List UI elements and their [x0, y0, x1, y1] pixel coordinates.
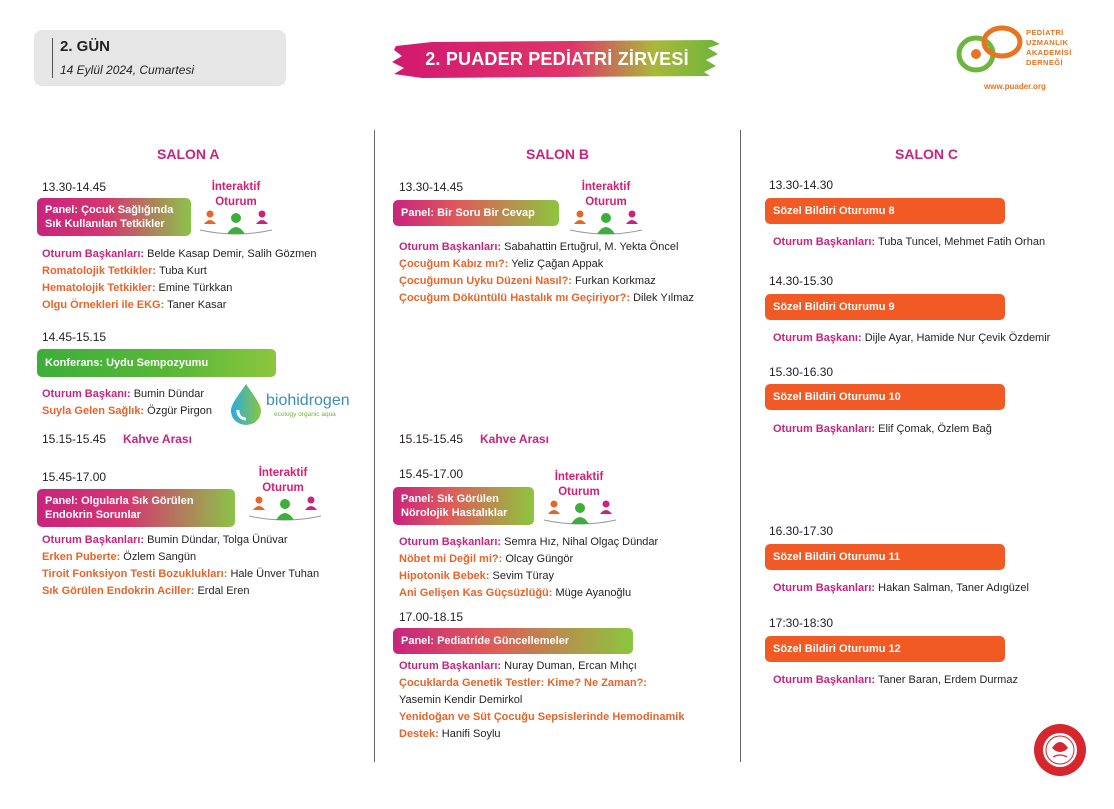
talk-title: Sık Görülen Endokrin Aciller:	[42, 585, 195, 597]
talk-title: Olgu Örnekleri ile EKG:	[42, 299, 165, 311]
talk-title: Tiroit Fonksiyon Testi Bozuklukları:	[42, 568, 228, 580]
salon-c-session4-time: 16.30-17.30	[769, 524, 834, 538]
salon-c-session2-details	[773, 330, 1050, 347]
sponsor-tagline: ecology organic aqua	[274, 411, 336, 418]
salon-a-title: SALON A	[157, 146, 220, 162]
column-divider-2	[740, 130, 741, 762]
day-label: 2. GÜN	[60, 38, 111, 55]
speaker: Taner Kasar	[164, 299, 227, 311]
salon-c-session1-time: 13.30-14.30	[769, 178, 834, 192]
salon-b-session3-title: Panel: Pediatride Güncellemeler	[393, 628, 633, 654]
chair-label: Oturum Başkanı:	[42, 388, 131, 400]
event-title-banner	[392, 38, 722, 80]
salon-b-break-label: Kahve Arası	[480, 432, 549, 446]
speaker: Özlem Sangün	[120, 551, 197, 563]
talk-title: Çocuğumun Uyku Düzeni Nasıl?:	[399, 275, 572, 287]
talk-title: Çocuklarda Genetik Testler: Kime? Ne Zaman?:	[399, 677, 647, 689]
speaker: Yeliz Çağan Appak	[508, 258, 604, 270]
interactive-line-1: İnteraktif	[258, 467, 308, 479]
org-line3: AKADEMİSİ	[1026, 48, 1072, 57]
chair-names: Sabahattin Ertuğrul, M. Yekta Öncel	[501, 241, 679, 253]
salon-b-title: SALON B	[526, 146, 589, 162]
salon-a-session2-title: Konferans: Uydu Sempozyumu	[37, 349, 276, 377]
chair-label: Oturum Başkanları:	[42, 248, 145, 260]
speaker: Emine Türkkan	[155, 282, 233, 294]
talk-title: Çocuğum Döküntülü Hastalık mı Geçiriyor?:	[399, 292, 631, 304]
chair-names: Bumin Dündar, Tolga Ünüvar	[144, 534, 288, 546]
speaker: Sevim Türay	[489, 570, 555, 582]
salon-c-title: SALON C	[895, 146, 958, 162]
sponsor-name: biohidrogen	[266, 392, 350, 409]
salon-b-session1-details	[399, 239, 694, 307]
chair-label: Oturum Başkanları:	[773, 236, 876, 248]
interactive-line-2: Oturum	[215, 196, 257, 208]
talk-title: Suyla Gelen Sağlık:	[42, 405, 145, 417]
speaker: Hanifi Soylu	[438, 728, 501, 740]
speaker: Dilek Yılmaz	[630, 292, 695, 304]
speaker: Tuba Kurt	[156, 265, 207, 277]
sponsor-logo	[228, 382, 358, 426]
salon-c-session2-time: 14.30-15.30	[769, 274, 834, 288]
salon-a-session3-time: 15.45-17.00	[42, 470, 107, 484]
chair-names: Hakan Salman, Taner Adıgüzel	[875, 582, 1029, 594]
salon-c-session5-title: Sözel Bildiri Oturumu 12	[765, 636, 1005, 662]
puader-logo	[956, 24, 1086, 96]
chair-names: Tuba Tuncel, Mehmet Fatih Orhan	[875, 236, 1046, 248]
title-line-2: Sık Kullanılan Tetkikler	[45, 218, 165, 230]
puader-logo-icon	[956, 24, 1026, 76]
salon-b-session2-time: 15.45-17.00	[399, 467, 464, 481]
talk-title: Hipotonik Bebek:	[399, 570, 490, 582]
chair-label: Oturum Başkanları:	[773, 582, 876, 594]
salon-c-session3-details	[773, 421, 992, 438]
interactive-session-label	[573, 180, 639, 210]
interactive-line-1: İnteraktif	[581, 181, 631, 193]
salon-c-session5-details	[773, 672, 1018, 689]
org-line2: UZMANLIK	[1026, 38, 1069, 47]
chair-label: Oturum Başkanları:	[399, 536, 502, 548]
salon-b-session3-time: 17.00-18.15	[399, 610, 464, 624]
salon-b-session1-title: Panel: Bir Soru Bir Cevap	[393, 200, 559, 226]
talk-title: Yenidoğan ve Süt Çocuğu Sepsislerinde Hemodinamik	[399, 711, 685, 723]
title-line-1: Panel: Sık Görülen	[401, 493, 499, 505]
interactive-session-people-icon	[196, 208, 276, 238]
interactive-session-people-icon	[540, 498, 620, 528]
speaker: Olcay Güngör	[502, 553, 574, 565]
speaker: Müge Ayanoğlu	[552, 587, 632, 599]
interactive-session-label	[203, 180, 269, 210]
talk-title: Erken Puberte:	[42, 551, 121, 563]
interactive-session-label	[250, 466, 316, 496]
salon-a-session3-title	[37, 489, 235, 527]
chair-names: Belde Kasap Demir, Salih Gözmen	[144, 248, 317, 260]
salon-b-session1-time: 13.30-14.45	[399, 180, 464, 194]
salon-c-session2-title: Sözel Bildiri Oturumu 9	[765, 294, 1005, 320]
speaker: Hale Ünver Tuhan	[227, 568, 320, 580]
speaker: Özgür Pirgon	[144, 405, 212, 417]
chair-label: Oturum Başkanları:	[399, 241, 502, 253]
chair-label: Oturum Başkanları:	[773, 674, 876, 686]
salon-a-break-label: Kahve Arası	[123, 432, 192, 446]
talk-title: Çocuğum Kabız mı?:	[399, 258, 509, 270]
interactive-line-2: Oturum	[262, 482, 304, 494]
salon-a-session1-title	[37, 198, 191, 236]
chair-label: Oturum Başkanları:	[42, 534, 145, 546]
org-line4: DERNEĞİ	[1026, 58, 1063, 67]
org-url: www.puader.org	[984, 82, 1046, 91]
chair-names: Elif Çomak, Özlem Bağ	[875, 423, 992, 435]
title-line-1: Panel: Çocuk Sağlığında	[45, 204, 174, 216]
university-seal	[1032, 722, 1088, 778]
salon-b-session2-details	[399, 534, 658, 602]
org-line1: PEDİATRİ	[1026, 28, 1064, 37]
salon-a-break-time: 15.15-15.45	[42, 432, 107, 446]
chair-names: Taner Baran, Erdem Durmaz	[875, 674, 1018, 686]
interactive-line-1: İnteraktif	[211, 181, 261, 193]
salon-c-session1-details	[773, 234, 1045, 251]
chair-label: Oturum Başkanları:	[773, 423, 876, 435]
salon-c-session1-title: Sözel Bildiri Oturumu 8	[765, 198, 1005, 224]
salon-b-break-time: 15.15-15.45	[399, 432, 464, 446]
talk-title: Ani Gelişen Kas Güçsüzlüğü:	[399, 587, 553, 599]
interactive-line-2: Oturum	[558, 486, 600, 498]
salon-a-session2-time: 14.45-15.15	[42, 330, 107, 344]
event-title: 2. PUADER PEDİATRİ ZİRVESİ	[425, 49, 689, 69]
speaker: Erdal Eren	[194, 585, 250, 597]
interactive-line-1: İnteraktif	[554, 471, 604, 483]
salon-a-session1-time: 13.30-14.45	[42, 180, 107, 194]
chair-names: Dijle Ayar, Hamide Nur Çevik Özdemir	[861, 332, 1051, 344]
day-date: 14 Eylül 2024, Cumartesi	[60, 63, 195, 77]
salon-c-session5-time: 17:30-18:30	[769, 616, 834, 630]
salon-a-session2-details	[42, 386, 212, 420]
salon-c-session3-time: 15.30-16.30	[769, 365, 834, 379]
interactive-line-2: Oturum	[585, 196, 627, 208]
interactive-session-people-icon	[245, 494, 325, 524]
salon-c-session4-details	[773, 580, 1029, 597]
speaker: Furkan Korkmaz	[571, 275, 656, 287]
talk-title: Hematolojik Tetkikler:	[42, 282, 156, 294]
talk-title: Romatolojik Tetkikler:	[42, 265, 157, 277]
speaker: Yasemin Kendir Demirkol	[399, 694, 523, 706]
chair-names: Bumin Dündar	[130, 388, 205, 400]
column-divider-1	[374, 130, 375, 762]
day-box	[34, 30, 286, 86]
biohidrogen-drop-logo	[228, 382, 264, 426]
salon-b-session2-title	[393, 487, 534, 525]
chair-label: Oturum Başkanı:	[773, 332, 862, 344]
salon-c-session4-title: Sözel Bildiri Oturumu 11	[765, 544, 1005, 570]
interactive-session-label	[546, 470, 612, 500]
title-line-2: Endokrin Sorunlar	[45, 509, 141, 521]
salon-a-session3-details	[42, 532, 319, 600]
title-line-2: Nörolojik Hastalıklar	[401, 507, 508, 519]
title-line-1: Panel: Olgularla Sık Görülen	[45, 495, 194, 507]
salon-b-session3-details	[399, 658, 684, 743]
talk-title-cont: Destek:	[399, 728, 439, 740]
chair-label: Oturum Başkanları:	[399, 660, 502, 672]
interactive-session-people-icon	[566, 208, 646, 238]
chair-names: Nuray Duman, Ercan Mıhçı	[501, 660, 637, 672]
salon-c-session3-title: Sözel Bildiri Oturumu 10	[765, 384, 1005, 410]
chair-names: Semra Hız, Nihal Olgaç Dündar	[501, 536, 659, 548]
salon-a-session1-details	[42, 246, 317, 314]
day-divider	[52, 38, 53, 78]
talk-title: Nöbet mi Değil mi?:	[399, 553, 503, 565]
